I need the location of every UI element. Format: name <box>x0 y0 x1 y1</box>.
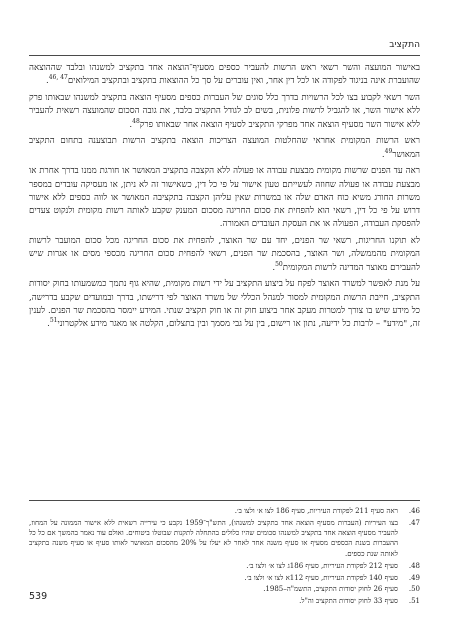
footnote-number: 49. <box>408 573 420 582</box>
footnote-number: 48. <box>408 561 420 570</box>
body-paragraph-2: השר רשאי לקבוע בצו לכל הרשויות בדרך כלל סוגים של העברות כספים מסעיף הוצאה בתקציב למשנהו שבאותו פרק ללא אישור השר, או להגביל לרשות פלונית, בשים לב לגודל התקציב בלבד, את גובה הסכום שהמועצה רשאית להעביר ללא אישור השר מסעיף הוצאה אחד מפרקי התקציב לסעיף הוצאה אחר שבאותו פרק$^{48}$. <box>29 93 420 130</box>
footnote-number: 50. <box>408 585 420 594</box>
footnote-item <box>29 518 420 559</box>
footnote-item <box>29 506 420 516</box>
footnote-text: סעיף 212 לפקודת העיריות, סעיף 186ג לצו א׳ ולצו ב׳. <box>246 561 398 570</box>
paragraph-text: ראה עד הפנים שרשות מקומית מבצעת עבודה או פעולה ללא הקצבה בתקציב המאושר או חורגת ממנו בדרך אחרת או מבצעת עבודה או פעולה שחוזה לעשייתם טעון אישור על פי כל דין, כשאישור זה לא ניתן, או מעסיקה עובדים במספר משרות החורג משיא כוח האדם שלה או במשרות שאין עליהן הקצבה בתקציבה המאושר או לווה כספים ללא אישור דרוש על פי כל דין, רשאי הוא להפחית את סכום החריגה מסכום המענק שקבע לאותה רשות מקומית ולנקוט צעדים להפסקת העבודה, הפעולה או את העסקת העובדים האמורה. <box>29 166 420 230</box>
page-number: 539 <box>29 591 48 602</box>
footnote-ref: 47 ,46 <box>48 74 68 82</box>
footnote-item <box>29 596 420 606</box>
body-paragraph-3: ראש הרשות המקומית אחראי שהחלטות המועצה הצריכות הוצאה בתקציב הרשות תבוצענה בתחום התקציב המאושר$^{49}$. <box>29 136 420 160</box>
footnotes-list <box>29 506 420 608</box>
footnote-text: סעיף 26 לחוק יסודות התקציב, התשמ"ה–1985. <box>263 585 398 594</box>
body-paragraph-6: על מנת לאפשר למשרד האוצר לפקח על ביצוע התקציב על ידי רשות מקומית, שהיא גוף נתמך כמשמעותו בחוק יסודות התקציב, חייבת הרשות המקומית למסור למנהל הכללי של משרד האוצר לפי דרישתו, בדרך ובמועדים שקבע בדרישה, כל מידע שיש בו צורך למטרות מעקב אחר ביצוע חוק זה או חוק תקציב שנתי. המידע יימסר בהסכמת שר הפנים. לענין זה, "מידע" – לרבות כל ידיעה, נתון או רישום, בין על גבי מסמך ובין בתצלום, הקלטה או מאגר מידע אלקטרוני$^{51}$. <box>29 279 420 329</box>
paragraph-text: ראש הרשות המקומית אחראי שהחלטות המועצה הצריכות הוצאה בתקציב הרשות תבוצענה בתחום התקציב המאושר <box>29 136 420 160</box>
paragraph-text: השר רשאי לקבוע בצו לכל הרשויות בדרך כלל סוגים של העברות כספים מסעיף הוצאה בתקציב למשנהו שבאותו פרק ללא אישור השר, או להגביל לרשות פלונית, בשים לב לגודל התקציב בלבד, את גובה הסכום שהמועצה רשאית להעביר ללא אישור השר מסעיף הוצאה אחד מפרקי התקציב לסעיף הוצאה אחר שבאותו פרק <box>29 93 420 130</box>
footnote-number: 46. <box>408 507 420 515</box>
footnote-ref: 51 <box>49 317 58 325</box>
body-paragraph-4 <box>29 165 420 231</box>
running-header: התקציב <box>389 40 420 50</box>
body-text <box>29 62 420 335</box>
footnote-item <box>29 561 420 571</box>
footnote-number: 51. <box>408 597 420 606</box>
footnote-ref: 49 <box>384 147 393 155</box>
paragraph-text: לא תוקנו החריגות, רשאי שר הפנים, יחד עם שר האוצר, להפחית את סכום החריגה מכל סכום המועבר לרשות המקומית מהממשלה, ושר האוצר, בהסכמת שר הפנים, רשאי להפחית סכום החריגה מכספי מסים או אגרות שיש להעבירם מאוצר המדינה לרשות המקומית <box>29 236 420 273</box>
footnote-ref: 50 <box>275 260 283 268</box>
header-divider <box>29 55 420 56</box>
footnote-text: ראה סעיף 211 לפקודת העיריות, סעיף 186 לצו א׳ ולצו ב׳. <box>234 507 398 515</box>
footnote-text: סעיף 33 לחוק יסודות התקציב וה"ל. <box>299 597 398 606</box>
footnote-item <box>29 573 420 583</box>
footnote-ref: 48 <box>132 117 140 125</box>
footnote-number: 47. <box>408 518 420 527</box>
paragraph-text: באישור המועצה והשר רשאי ראש הרשות להעביר כספים מסעיף־הוצאה אחד בתקציב למשנהו ובלבד שההוצאה שהועברת אינה בניגוד לפקודה או לכל דין אחר, ואין עוברים על סך כל ההוצאות בתקציב ובתקציב המילואים <box>29 63 420 87</box>
body-paragraph-1: באישור המועצה והשר רשאי ראש הרשות להעביר כספים מסעיף־הוצאה אחד בתקציב למשנהו ובלבד שההוצאה שהועברת אינה בניגוד לפקודה או לכל דין אחר, ואין עוברים על סך כל ההוצאות בתקציב ובתקציב המילואים$^{47 ,46}$. <box>29 63 420 87</box>
footnote-item <box>29 584 420 594</box>
paragraph-text: על מנת לאפשר למשרד האוצר לפקח על ביצוע התקציב על ידי רשות מקומית, שהיא גוף נתמך כמשמעותו בחוק יסודות התקציב, חייבת הרשות המקומית למסור למנהל הכללי של משרד האוצר לפי דרישתו, בדרך ובמועדים שקבע בדרישה, כל מידע שיש בו צורך למטרות מעקב אחר ביצוע חוק זה או חוק תקציב שנתי. המידע יימסר בהסכמת שר הפנים. לענין זה, "מידע" – לרבות כל ידיעה, נתון או רישום, בין על גבי מסמך ובין בתצלום, הקלטה או מאגר מידע אלקטרוני <box>29 279 420 329</box>
footnote-text: בצו העיריות (העברות מסעיף הוצאה אחד בתקציב למשנהו), התש"ך־1959 נקבע כי עירייה רשאית ללא אישור הממונה על המחוז, להעביר מסעיף הוצאה אחד בתקציב למשנהו סכומים שהיו כלולים בהתחלה לתקנות שבוטלו ביטוחים. ואולם עוד נאמר בהמשך אם כל כל ההעברות בשנת הכספים מסעיף או סעיף משנה אחד לאחר לא יעלו על 20% מהסכום המאושר לאותו סעיף או סעיף משנה בתקציב לאותה שנת כספים. <box>29 518 398 558</box>
footnote-text: סעיף 140 לפקודת העיריות, סעיף 112א לצו א׳ ולצו ב׳. <box>244 573 398 582</box>
footnote-divider <box>29 500 420 501</box>
body-paragraph-5: לא תוקנו החריגות, רשאי שר הפנים, יחד עם שר האוצר, להפחית את סכום החריגה מכל סכום המועבר לרשות המקומית מהממשלה, ושר האוצר, בהסכמת שר הפנים, רשאי להפחית סכום החריגה מכספי מסים או אגרות שיש להעבירם מאוצר המדינה לרשות המקומית$^{50}$. <box>29 236 420 273</box>
